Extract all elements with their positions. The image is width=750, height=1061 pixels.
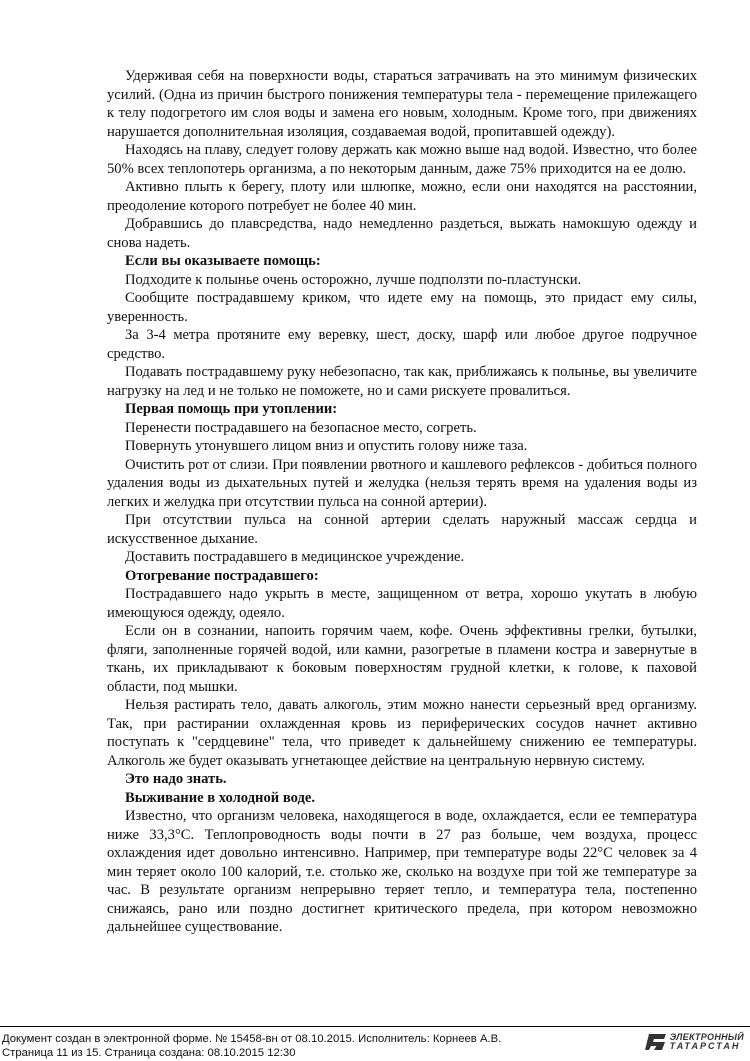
logo-mark-icon bbox=[645, 1033, 667, 1051]
section-heading: Выживание в холодной воде. bbox=[125, 789, 315, 806]
paragraph: Сообщите пострадавшему криком, что идете ему на помощь, это придаст ему силы, уверенность. bbox=[107, 290, 697, 325]
paragraph: Если он в сознании, напоить горячим чаем, кофе. Очень эффективны грелки, бутылки, фляги, заполненные горячей водой, или камни, разогретые в пламени костра и завернутые в ткань, их прикладывают к боковым поверхностям грудной клетки, к голове, к паховой области, под мышки. bbox=[107, 623, 697, 695]
paragraph: Активно плыть к берегу, плоту или шлюпке, можно, если они находятся на расстоянии, преодоление которого потребует не более 40 мин. bbox=[107, 179, 697, 214]
paragraph: Перенести пострадавшего на безопасное место, согреть. bbox=[125, 419, 477, 436]
paragraph: Нельзя растирать тело, давать алкоголь, этим можно нанести серьезный вред организму. Так, при растирании охлажденная кровь из периферических сосудов начнет активно поступать к "сердцевине" тела, что приведет к дальнейшему снижению ее температуры. Алкоголь же будет оказывать угнетающее действие на центральную нервную систему. bbox=[107, 697, 697, 769]
section-heading: Это надо знать. bbox=[125, 771, 227, 787]
section-heading: Первая помощь при утоплении: bbox=[125, 401, 338, 417]
paragraph: Удерживая себя на поверхности воды, стараться затрачивать на это минимум физических усилий. (Одна из причин быстрого понижения температуры тела - перемещение прилежащего к телу подогретого им слоя воды и замена его новым, холодным. Кроме того, при движениях нарушается дополнительная изоляция, создаваемая водой, пропитавшей одежду). bbox=[107, 68, 697, 140]
logo-text-line1: ЭЛЕКТРОННЫЙ bbox=[669, 1032, 744, 1042]
paragraph: Подавать пострадавшему руку небезопасно, так как, приближаясь к полынье, вы увеличите нагрузку на лед и не только не поможете, но и сами рискуете провалиться. bbox=[107, 364, 697, 399]
paragraph: Пострадавшего надо укрыть в месте, защищенном от ветра, хорошо укутать в любую имеющуюся одежду, одеяло. bbox=[107, 586, 697, 621]
section-heading: Если вы оказываете помощь: bbox=[125, 253, 321, 269]
paragraph: Добравшись до плавсредства, надо немедленно раздеться, выжать намокшую одежду и снова надеть. bbox=[107, 216, 697, 251]
paragraph: При отсутствии пульса на сонной артерии сделать наружный массаж сердца и искусственное дыхание. bbox=[107, 512, 697, 547]
document-body bbox=[107, 67, 697, 937]
electronic-tatarstan-logo bbox=[645, 1033, 744, 1051]
footer-divider bbox=[0, 1026, 750, 1027]
footer-document-info: Документ создан в электронной форме. № 15458-вн от 08.10.2015. Исполнитель: Корнеев А.В. bbox=[2, 1033, 502, 1045]
paragraph: Очистить рот от слизи. При появлении рвотного и кашлевого рефлексов - добиться полного удаления воды из дыхательных путей и желудка (нельзя терять время на удаления воды из легких и желудка при отсутствии пульса на сонной артерии). bbox=[107, 456, 697, 510]
logo-text-line2: ТАТАРСТАН bbox=[669, 1041, 741, 1051]
footer-page-info: Страница 11 из 15. Страница создана: 08.10.2015 12:30 bbox=[2, 1047, 296, 1059]
paragraph: Подходите к полынье очень осторожно, лучше подползти по-пластунски. bbox=[125, 271, 582, 288]
paragraph: Известно, что организм человека, находящегося в воде, охлаждается, если ее температура ниже 33,3°С. Теплопроводность воды почти в 27 раз больше, чем воздуха, процесс охлаждения идет довольно интенсивно. Например, при температуре воды 22°С человек за 4 мин теряет около 100 калорий, т.е. столько же, сколько на воздухе при той же температуре за час. В результате организм непрерывно теряет тепло, и температура тела, постепенно снижаясь, рано или поздно достигнет критического предела, при котором невозможно дальнейшее существование. bbox=[107, 808, 697, 935]
paragraph: Находясь на плаву, следует голову держать как можно выше над водой. Известно, что более 50% всех теплопотерь организма, а по некоторым данным, даже 75% приходится на ее долю. bbox=[107, 142, 697, 177]
paragraph: За 3-4 метра протяните ему веревку, шест, доску, шарф или любое другое подручное средство. bbox=[107, 327, 697, 362]
section-heading: Отогревание пострадавшего: bbox=[125, 567, 319, 584]
paragraph: Повернуть утонувшего лицом вниз и опустить голову ниже таза. bbox=[125, 438, 528, 454]
paragraph: Доставить пострадавшего в медицинское учреждение. bbox=[125, 549, 465, 565]
